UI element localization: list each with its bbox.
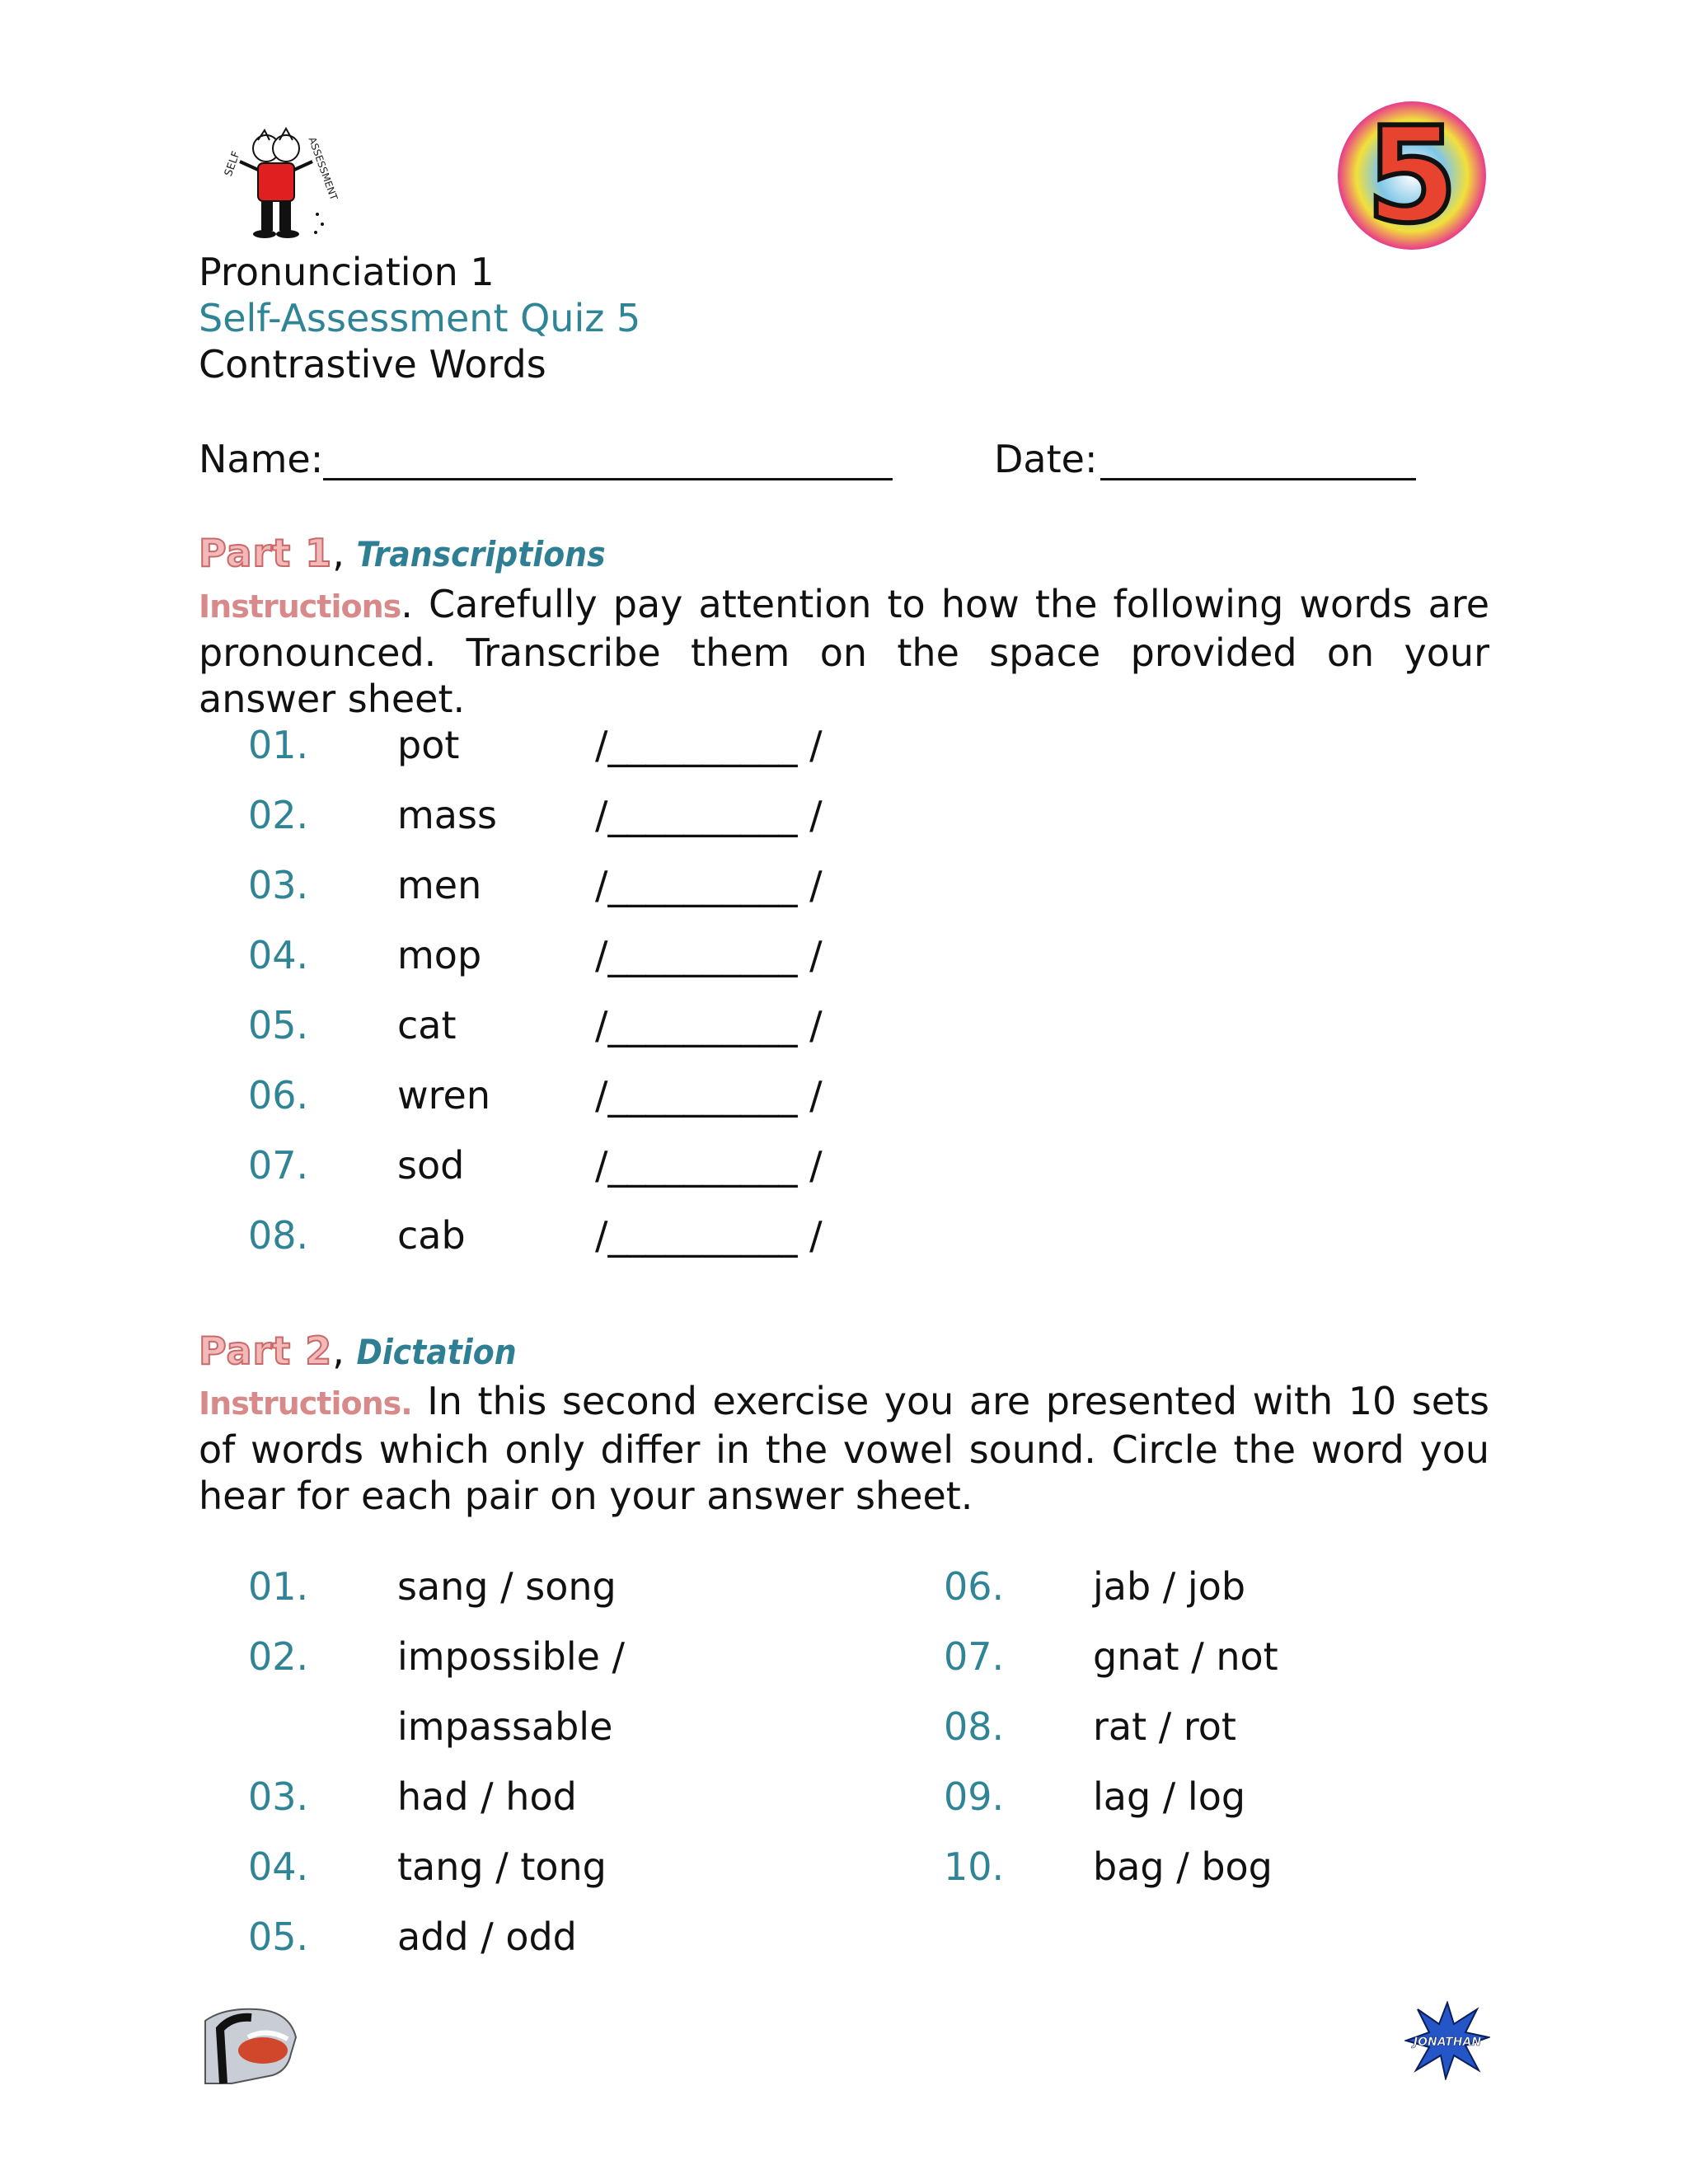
self-assessment-logo <box>210 115 342 247</box>
item-word: sod <box>397 1143 465 1188</box>
svg-text:5: 5 <box>1366 98 1458 252</box>
mouth-anatomy-icon <box>199 2004 304 2085</box>
transcription-blank[interactable]: /__________ / <box>595 793 823 837</box>
date-field[interactable] <box>1100 478 1416 480</box>
transcription-blank[interactable]: /__________ / <box>595 1003 823 1047</box>
transcription-blank[interactable]: /__________ / <box>595 1213 823 1258</box>
transcription-blank[interactable]: /__________ / <box>595 1073 823 1118</box>
transcription-blank[interactable]: /__________ / <box>595 723 823 767</box>
item-number: 03. <box>248 1774 309 1819</box>
item-number: 02. <box>248 793 309 837</box>
part1-label: Part 1 <box>199 531 333 575</box>
item-word: cab <box>397 1213 466 1258</box>
date-label: Date: <box>994 437 1098 481</box>
word-pair[interactable]: rat / rot <box>1093 1704 1236 1749</box>
quiz-title: Self-Assessment Quiz 5 <box>199 296 641 340</box>
jonathan-logo <box>1404 2001 1490 2080</box>
item-number: 08. <box>248 1213 309 1258</box>
topic-title: Contrastive Words <box>199 342 546 387</box>
part1-instructions-label: Instructions <box>199 588 401 625</box>
transcription-blank[interactable]: /__________ / <box>595 933 823 977</box>
item-number: 03. <box>248 863 309 907</box>
item-number: 01. <box>248 1564 309 1609</box>
item-word: cat <box>397 1003 457 1047</box>
word-pair[interactable]: tang / tong <box>397 1844 607 1889</box>
svg-text:SELF: SELF <box>222 149 243 179</box>
transcription-blank[interactable]: /__________ / <box>595 1143 823 1188</box>
part2-heading <box>199 1328 517 1376</box>
svg-text:JONATHAN: JONATHAN <box>1413 2036 1482 2049</box>
item-number: 10. <box>944 1844 1005 1889</box>
quiz-number-badge <box>1334 97 1490 254</box>
word-pair[interactable]: sang / song <box>397 1564 617 1609</box>
item-number: 02. <box>248 1634 309 1679</box>
svg-text:ASSESSMENT: ASSESSMENT <box>306 135 340 202</box>
word-pair[interactable]: impassable <box>397 1704 613 1749</box>
part2-separator: , <box>332 1329 345 1373</box>
item-number: 07. <box>944 1634 1005 1679</box>
item-number: 06. <box>944 1564 1005 1609</box>
mouth-anatomy-image <box>199 2004 304 2085</box>
word-pair[interactable]: bag / bog <box>1093 1844 1273 1889</box>
part2-subtitle: Dictation <box>356 1332 517 1372</box>
part2-instructions-label: Instructions. <box>199 1385 412 1422</box>
item-number: 04. <box>248 1844 309 1889</box>
course-title: Pronunciation 1 <box>199 250 495 294</box>
word-pair[interactable]: impossible / <box>397 1634 626 1679</box>
part1-instructions-text: . Carefully pay attention to how the following words are pronounced. Transcribe them on the space provided on your answer sheet. <box>199 582 1489 721</box>
part1-instructions <box>199 581 1489 722</box>
word-pair[interactable]: add / odd <box>397 1915 577 1959</box>
item-word: mass <box>397 793 497 837</box>
item-number: 01. <box>248 723 309 767</box>
item-word: pot <box>397 723 460 767</box>
item-number: 09. <box>944 1774 1005 1819</box>
part2-label: Part 2 <box>199 1329 333 1373</box>
cartoon-figure-icon <box>210 115 342 247</box>
item-number: 07. <box>248 1143 309 1188</box>
word-pair[interactable]: lag / log <box>1093 1774 1246 1819</box>
name-label: Name: <box>199 437 324 481</box>
item-number: 08. <box>944 1704 1005 1749</box>
name-field[interactable] <box>323 478 893 480</box>
word-pair[interactable]: gnat / not <box>1093 1634 1278 1679</box>
item-number: 06. <box>248 1073 309 1118</box>
item-number: 04. <box>248 933 309 977</box>
part2-instructions-text: In this second exercise you are presented with 10 sets of words which only differ in the vowel sound. Circle the word you hear for each pair on your answer sheet. <box>199 1379 1489 1518</box>
word-pair[interactable]: jab / job <box>1093 1564 1246 1609</box>
transcription-blank[interactable]: /__________ / <box>595 863 823 907</box>
part1-separator: , <box>332 531 345 575</box>
word-pair[interactable]: had / hod <box>397 1774 577 1819</box>
part2-instructions <box>199 1378 1489 1519</box>
number-five-badge-icon <box>1334 97 1490 254</box>
item-word: wren <box>397 1073 490 1118</box>
item-word: mop <box>397 933 482 977</box>
part1-subtitle: Transcriptions <box>356 534 606 574</box>
star-burst-icon <box>1404 2001 1490 2080</box>
item-number: 05. <box>248 1915 309 1959</box>
item-word: men <box>397 863 482 907</box>
part1-heading <box>199 530 606 578</box>
item-number: 05. <box>248 1003 309 1047</box>
